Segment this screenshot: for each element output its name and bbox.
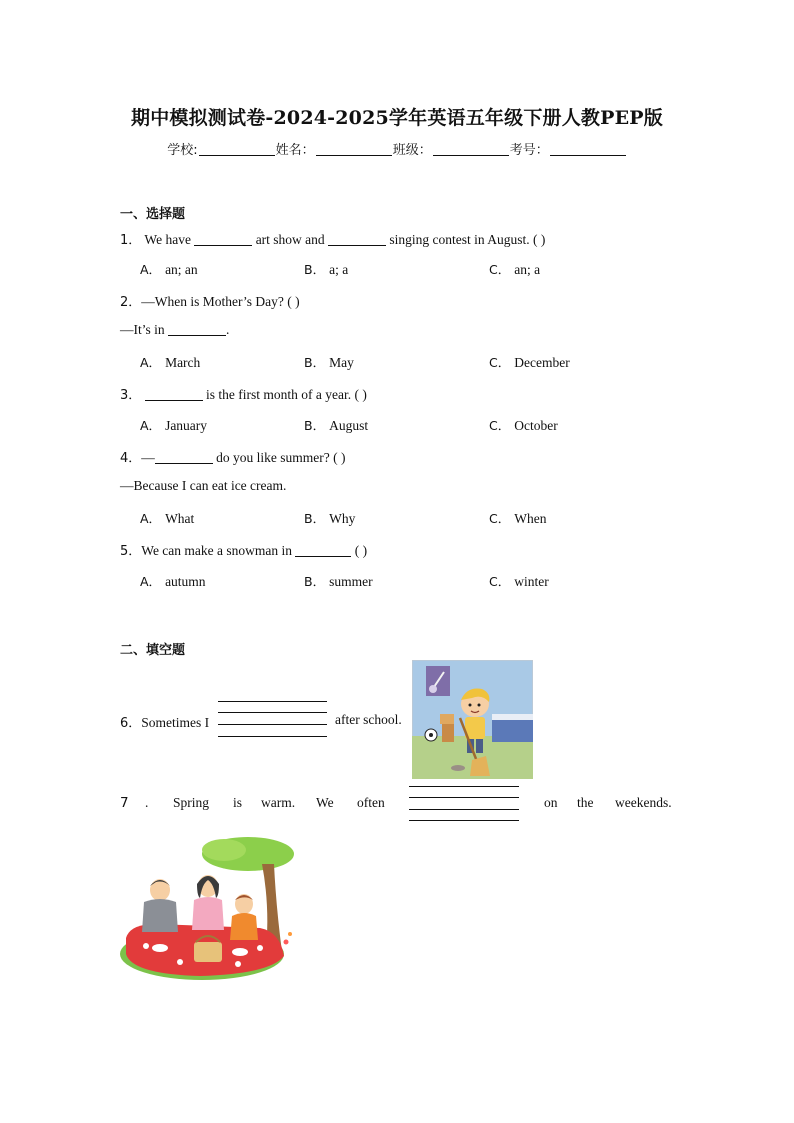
family-picnic-image — [120, 836, 296, 982]
class-label: 班级： — [392, 143, 432, 158]
q3-option-a[interactable]: A． January — [140, 418, 208, 433]
section-heading-fill-in: 二、填空题 — [120, 643, 186, 658]
q1-option-a[interactable]: A． an; an — [140, 262, 198, 277]
name-blank[interactable] — [316, 155, 392, 156]
answer-blank — [328, 245, 386, 246]
answer-blank — [145, 400, 203, 401]
question-7: 7 . Spring is warm. We often on the weekends. — [120, 795, 672, 811]
q1-option-b[interactable]: B． a; a — [304, 262, 349, 277]
q2-option-c[interactable]: C． December — [489, 355, 570, 370]
answer-blank — [155, 463, 213, 464]
boy-sweeping-image — [412, 660, 533, 779]
page-title: 期中模拟测试卷-2024-2025学年英语五年级下册人教PEP版 — [131, 107, 663, 129]
q5-option-b[interactable]: B． summer — [304, 574, 373, 589]
question-3: 3． is the first month of a year. ( ) — [120, 387, 367, 403]
writing-line[interactable] — [218, 701, 327, 702]
school-blank[interactable] — [199, 155, 275, 156]
question-2-answer-line: —It’s in . — [120, 322, 230, 337]
school-label: 学校: — [167, 143, 198, 158]
q3-option-b[interactable]: B． August — [304, 418, 369, 433]
writing-line[interactable] — [218, 712, 327, 713]
class-blank[interactable] — [433, 155, 509, 156]
question-4-answer-line: —Because I can eat ice cream. — [120, 478, 287, 493]
writing-line[interactable] — [409, 797, 519, 798]
boy-sweeping-illustration — [412, 660, 533, 779]
q4-option-a[interactable]: A． What — [140, 511, 195, 526]
name-label: 姓名： — [275, 143, 315, 158]
writing-line[interactable] — [409, 809, 519, 810]
writing-line[interactable] — [409, 820, 519, 821]
question-1: 1． We have art show and singing contest in August. ( ) — [120, 232, 546, 248]
question-6-start: 6．Sometimes I — [120, 715, 210, 731]
writing-line[interactable] — [218, 736, 327, 737]
student-info-line — [0, 139, 794, 158]
answer-blank — [168, 335, 226, 336]
answer-blank — [194, 245, 252, 246]
q4-option-b[interactable]: B． Why — [304, 511, 356, 526]
q5-option-c[interactable]: C． winter — [489, 574, 549, 589]
q5-option-a[interactable]: A． autumn — [140, 574, 206, 589]
answer-blank — [295, 556, 351, 557]
id-label: 考号： — [509, 143, 549, 158]
q2-option-a[interactable]: A． March — [140, 355, 201, 370]
question-2: 2．—When is Mother’s Day? ( ) — [120, 294, 300, 310]
question-6-end: after school. — [335, 712, 402, 727]
question-4: 4．— do you like summer? ( ) — [120, 450, 346, 466]
writing-line[interactable] — [409, 786, 519, 787]
writing-line[interactable] — [218, 724, 327, 725]
q1-option-c[interactable]: C． an; a — [489, 262, 541, 277]
family-picnic-illustration — [120, 836, 296, 982]
q2-option-b[interactable]: B． May — [304, 355, 354, 370]
section-heading-choice: 一、选择题 — [120, 207, 186, 222]
q4-option-c[interactable]: C． When — [489, 511, 547, 526]
question-5: 5．We can make a snowman in ( ) — [120, 543, 368, 559]
q3-option-c[interactable]: C． October — [489, 418, 558, 433]
id-blank[interactable] — [550, 155, 626, 156]
